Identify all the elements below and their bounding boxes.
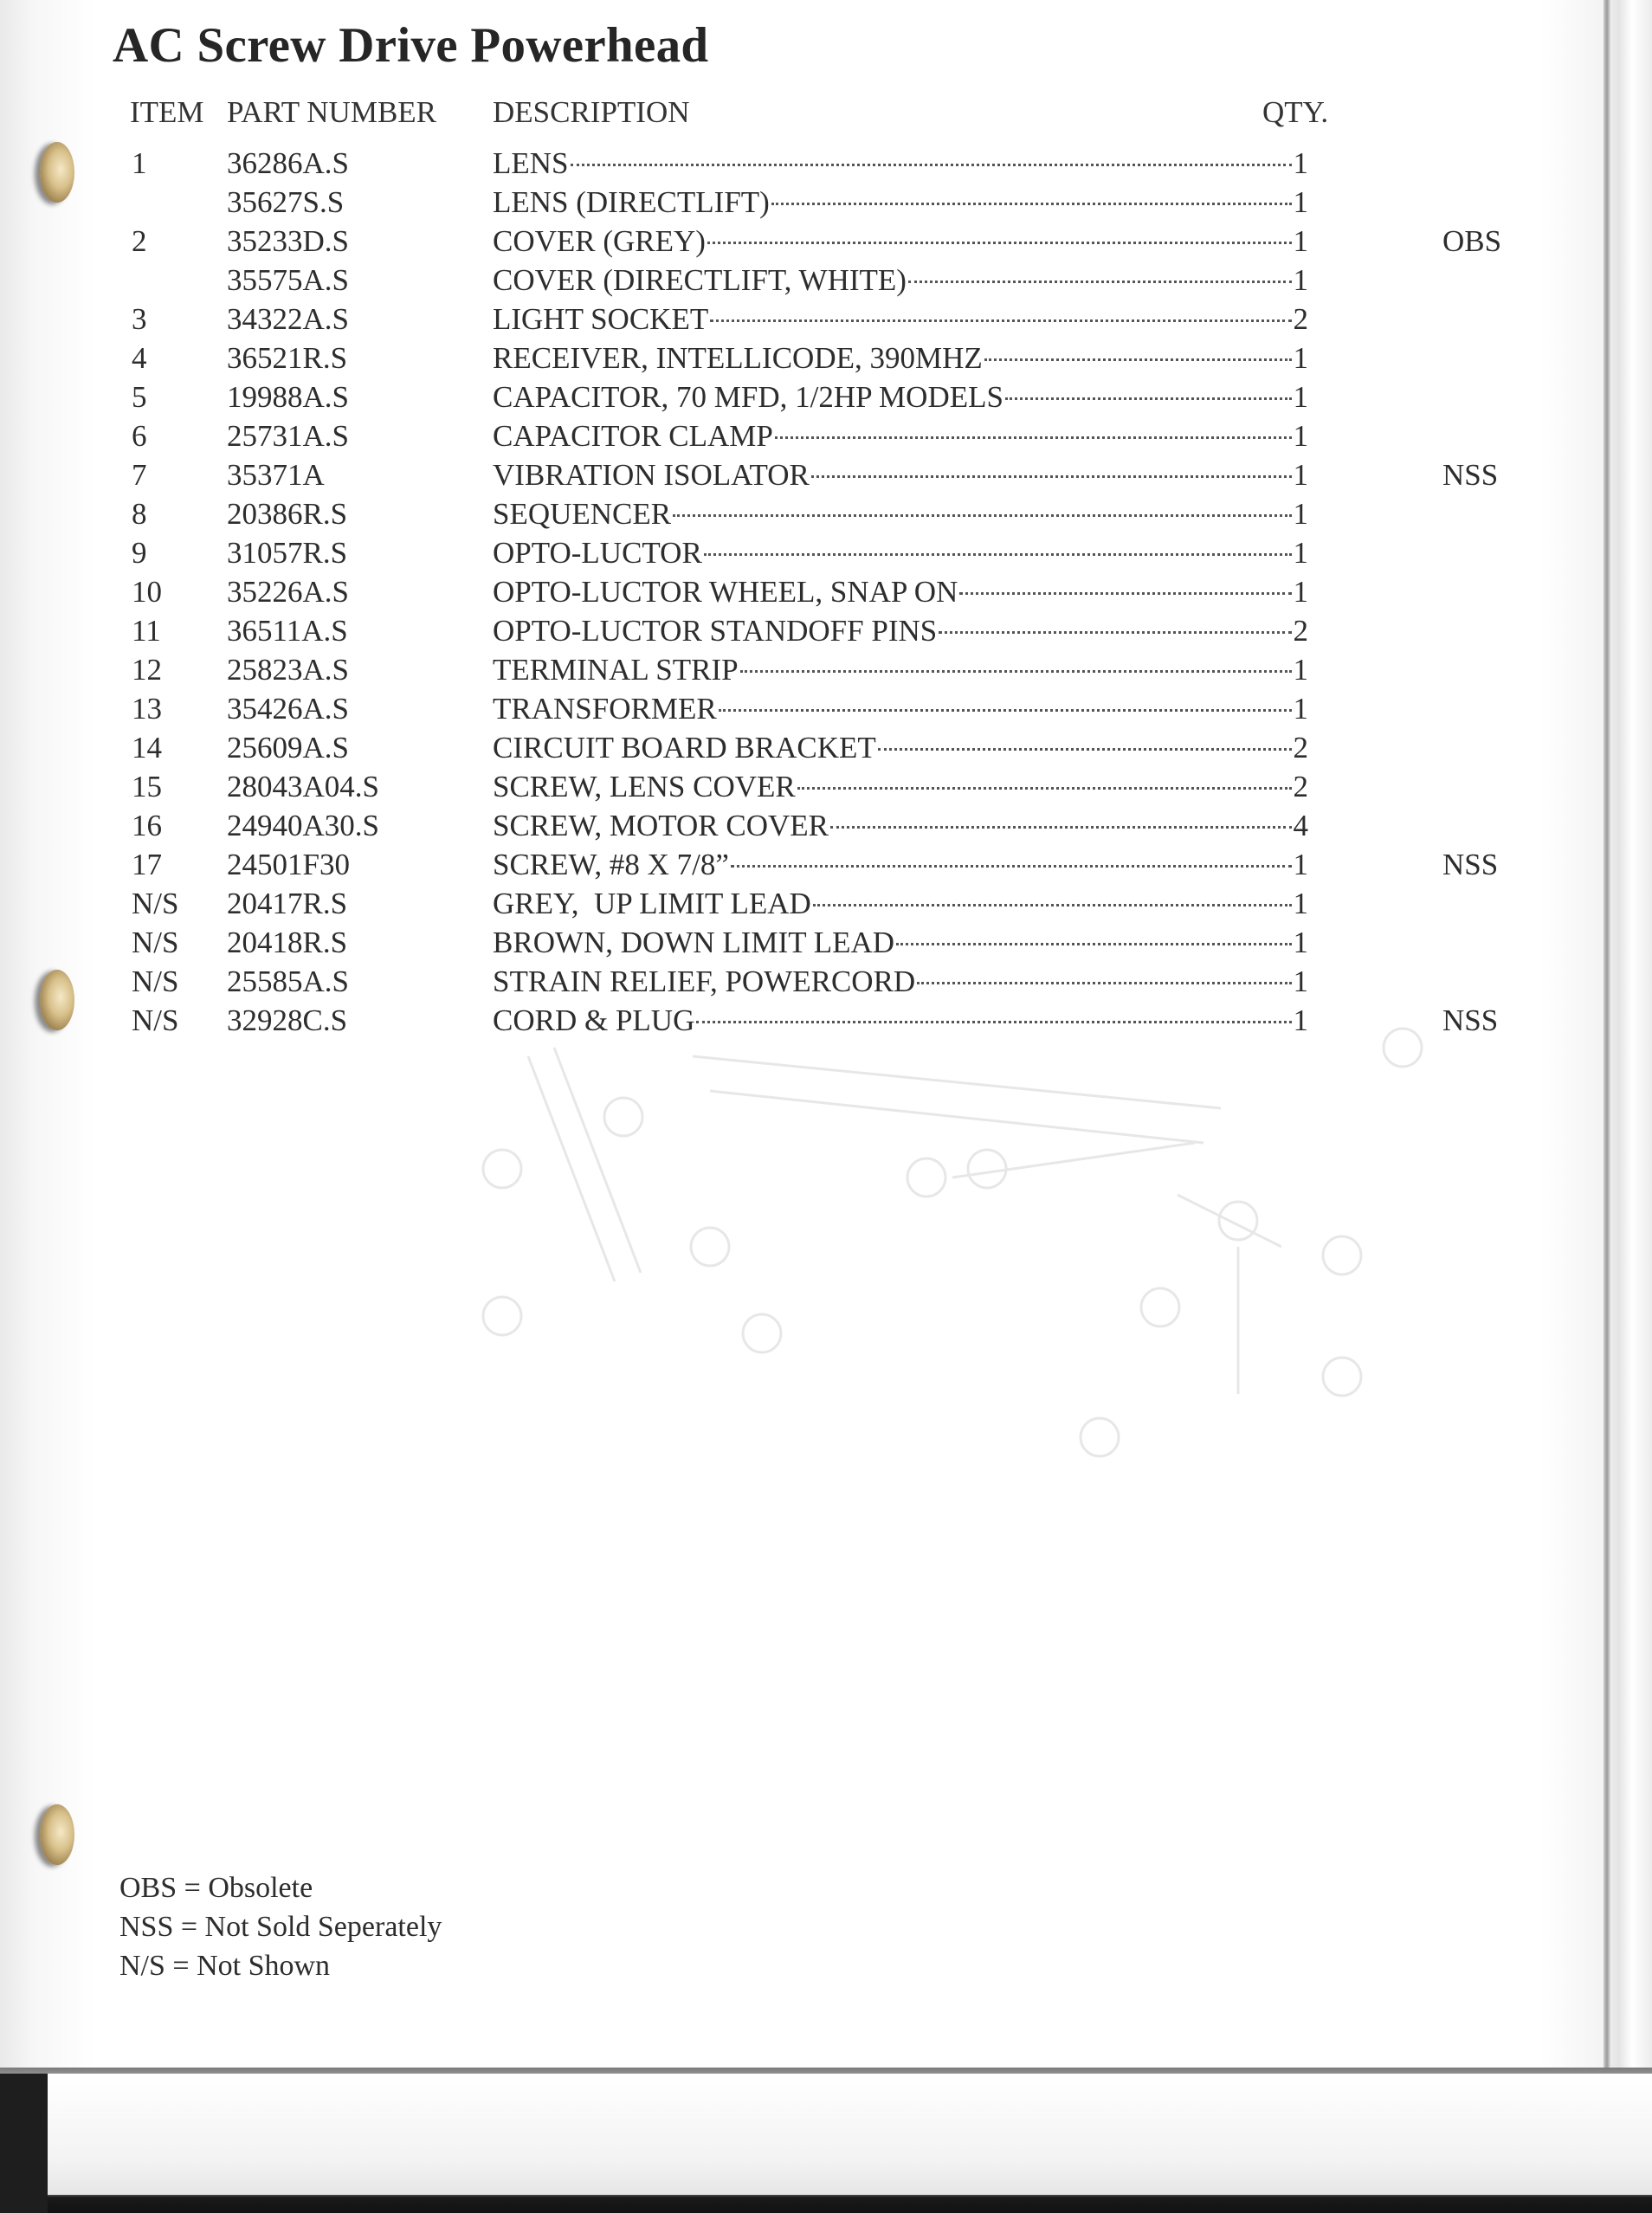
part-number: 19988A.S [227, 380, 349, 414]
dot-leader [811, 475, 1292, 478]
table-row [0, 339, 1652, 377]
item-number: 12 [132, 653, 162, 687]
table-row [0, 767, 1652, 806]
dot-leader [673, 514, 1291, 517]
description-cell [493, 261, 1308, 300]
part-number: 36521R.S [227, 341, 348, 375]
part-number: 28043A04.S [227, 770, 379, 803]
item-number: 3 [132, 302, 147, 336]
column-header-part-number: PART NUMBER [227, 95, 437, 129]
item-number: 8 [132, 497, 147, 531]
quantity: 1 [1293, 341, 1308, 375]
description: LENS [493, 146, 569, 180]
dot-leader [908, 281, 1292, 283]
description: LENS (DIRECTLIFT) [493, 185, 770, 219]
description: OPTO-LUCTOR WHEEL, SNAP ON [493, 575, 958, 609]
quantity: 1 [1293, 1003, 1308, 1037]
description: LIGHT SOCKET [493, 302, 709, 336]
quantity: 1 [1293, 848, 1308, 881]
description: SCREW, MOTOR COVER [493, 809, 829, 842]
quantity: 2 [1293, 770, 1308, 803]
part-number: 25609A.S [227, 731, 349, 765]
status-note: OBS [1442, 224, 1502, 258]
quantity: 1 [1293, 536, 1308, 570]
description: GREY, UP LIMIT LEAD [493, 887, 811, 920]
description-cell [493, 300, 1308, 339]
dot-leader [719, 709, 1292, 712]
table-row [0, 611, 1652, 650]
legend-ns: N/S = Not Shown [119, 1950, 331, 1982]
table-row [0, 300, 1652, 339]
dot-leader [704, 553, 1292, 556]
table-row [0, 689, 1652, 728]
item-number: 13 [132, 692, 162, 726]
part-number: 24501F30 [227, 848, 350, 881]
quantity: 1 [1293, 692, 1308, 726]
description-cell [493, 377, 1308, 416]
item-number: 15 [132, 770, 162, 803]
description: RECEIVER, INTELLICODE, 390MHZ [493, 341, 983, 375]
table-row [0, 261, 1652, 300]
part-number: 36511A.S [227, 614, 348, 648]
table-row [0, 806, 1652, 845]
description-cell [493, 806, 1308, 845]
description-cell [493, 416, 1308, 455]
dot-leader [571, 164, 1292, 166]
table-row [0, 650, 1652, 689]
part-number: 35575A.S [227, 263, 349, 297]
table-row [0, 962, 1652, 1001]
item-number: 16 [132, 809, 162, 842]
item-number: 6 [132, 419, 147, 453]
description: CIRCUIT BOARD BRACKET [493, 731, 876, 765]
description: COVER (DIRECTLIFT, WHITE) [493, 263, 907, 297]
dot-leader [1005, 397, 1292, 400]
item-number: 10 [132, 575, 162, 609]
dot-leader [917, 982, 1291, 984]
description-cell [493, 962, 1308, 1001]
status-note: NSS [1442, 1003, 1499, 1037]
item-number: 14 [132, 731, 162, 765]
column-header-item: ITEM [130, 95, 204, 129]
part-number: 32928C.S [227, 1003, 348, 1037]
quantity: 1 [1293, 497, 1308, 531]
page-title: AC Screw Drive Powerhead [113, 18, 709, 73]
description: CAPACITOR CLAMP [493, 419, 773, 453]
item-number: N/S [132, 1003, 179, 1037]
description: STRAIN RELIEF, POWERCORD [493, 965, 916, 998]
table-row [0, 572, 1652, 611]
legend-nss: NSS = Not Sold Seperately [119, 1911, 442, 1943]
column-header-description: DESCRIPTION [493, 95, 690, 129]
quantity: 1 [1293, 380, 1308, 414]
description-cell [493, 533, 1308, 572]
column-header-qty: QTY. [1262, 95, 1329, 129]
table-row [0, 222, 1652, 261]
parts-table [0, 144, 1652, 1040]
part-number: 20417R.S [227, 887, 348, 920]
description-cell [493, 339, 1308, 377]
dot-leader [830, 826, 1292, 829]
legend [119, 1868, 442, 1985]
quantity: 1 [1293, 146, 1308, 180]
quantity: 1 [1293, 575, 1308, 609]
table-row [0, 416, 1652, 455]
part-number: 25731A.S [227, 419, 349, 453]
scan-bottom-page [48, 2074, 1652, 2195]
part-number: 35226A.S [227, 575, 349, 609]
scan-bottom-corner [0, 2074, 48, 2213]
quantity: 1 [1293, 185, 1308, 219]
status-note: NSS [1442, 848, 1499, 881]
description: OPTO-LUCTOR STANDOFF PINS [493, 614, 938, 648]
item-number: 11 [132, 614, 161, 648]
description-cell [493, 845, 1308, 884]
description-cell [493, 494, 1308, 533]
dot-leader [939, 631, 1291, 634]
description: OPTO-LUCTOR [493, 536, 702, 570]
quantity: 4 [1293, 809, 1308, 842]
item-number: 4 [132, 341, 147, 375]
description: SCREW, LENS COVER [493, 770, 796, 803]
quantity: 2 [1293, 302, 1308, 336]
part-number: 31057R.S [227, 536, 348, 570]
description-cell [493, 455, 1308, 494]
description-cell [493, 144, 1308, 183]
legend-obs: OBS = Obsolete [119, 1872, 313, 1904]
description-cell [493, 222, 1308, 261]
table-row [0, 533, 1652, 572]
quantity: 1 [1293, 224, 1308, 258]
dot-leader [959, 592, 1291, 595]
dot-leader [731, 865, 1292, 868]
description-cell [493, 183, 1308, 222]
binder-hole [40, 1804, 74, 1865]
part-number: 35426A.S [227, 692, 349, 726]
description: SCREW, #8 X 7/8” [493, 848, 729, 881]
item-number: 7 [132, 458, 147, 492]
item-number: 1 [132, 146, 147, 180]
part-number: 20386R.S [227, 497, 348, 531]
item-number: N/S [132, 887, 179, 920]
quantity: 1 [1293, 926, 1308, 959]
part-number: 34322A.S [227, 302, 349, 336]
dot-leader [707, 242, 1292, 244]
dot-leader [740, 670, 1292, 673]
table-row [0, 183, 1652, 222]
item-number: 2 [132, 224, 147, 258]
table-row [0, 494, 1652, 533]
quantity: 1 [1293, 419, 1308, 453]
status-note: NSS [1442, 458, 1499, 492]
table-row [0, 884, 1652, 923]
table-row [0, 377, 1652, 416]
item-number: 5 [132, 380, 147, 414]
part-number: 35627S.S [227, 185, 345, 219]
item-number: 17 [132, 848, 162, 881]
description: VIBRATION ISOLATOR [493, 458, 810, 492]
table-row [0, 455, 1652, 494]
description: CAPACITOR, 70 MFD, 1/2HP MODELS [493, 380, 1003, 414]
part-number: 36286A.S [227, 146, 349, 180]
dot-leader [710, 319, 1291, 322]
part-number: 35371A [227, 458, 325, 492]
description-cell [493, 884, 1308, 923]
quantity: 2 [1293, 614, 1308, 648]
item-number: N/S [132, 926, 179, 959]
quantity: 1 [1293, 458, 1308, 492]
table-row [0, 845, 1652, 884]
description-cell [493, 572, 1308, 611]
quantity: 1 [1293, 965, 1308, 998]
part-number: 35233D.S [227, 224, 349, 258]
description: BROWN, DOWN LIMIT LEAD [493, 926, 895, 959]
item-number: N/S [132, 965, 179, 998]
quantity: 2 [1293, 731, 1308, 765]
description-cell [493, 728, 1308, 767]
table-row [0, 144, 1652, 183]
description: TERMINAL STRIP [493, 653, 739, 687]
description-cell [493, 923, 1308, 962]
dot-leader [984, 358, 1292, 361]
quantity: 1 [1293, 263, 1308, 297]
part-number: 20418R.S [227, 926, 348, 959]
dot-leader [878, 748, 1292, 751]
dot-leader [813, 904, 1292, 906]
description: SEQUENCER [493, 497, 672, 531]
description: COVER (GREY) [493, 224, 706, 258]
description-cell [493, 650, 1308, 689]
item-number: 9 [132, 536, 147, 570]
description-cell [493, 1001, 1308, 1040]
dot-leader [896, 943, 1291, 945]
dot-leader [696, 1021, 1291, 1023]
part-number: 25585A.S [227, 965, 349, 998]
part-number: 25823A.S [227, 653, 349, 687]
quantity: 1 [1293, 653, 1308, 687]
description-cell [493, 611, 1308, 650]
quantity: 1 [1293, 887, 1308, 920]
description-cell [493, 689, 1308, 728]
dot-leader [775, 436, 1292, 439]
description: CORD & PLUG [493, 1003, 695, 1037]
dot-leader [797, 787, 1292, 790]
description-cell [493, 767, 1308, 806]
table-row [0, 1001, 1652, 1040]
table-row [0, 923, 1652, 962]
part-number: 24940A30.S [227, 809, 379, 842]
description: TRANSFORMER [493, 692, 717, 726]
table-row [0, 728, 1652, 767]
dot-leader [771, 203, 1292, 205]
